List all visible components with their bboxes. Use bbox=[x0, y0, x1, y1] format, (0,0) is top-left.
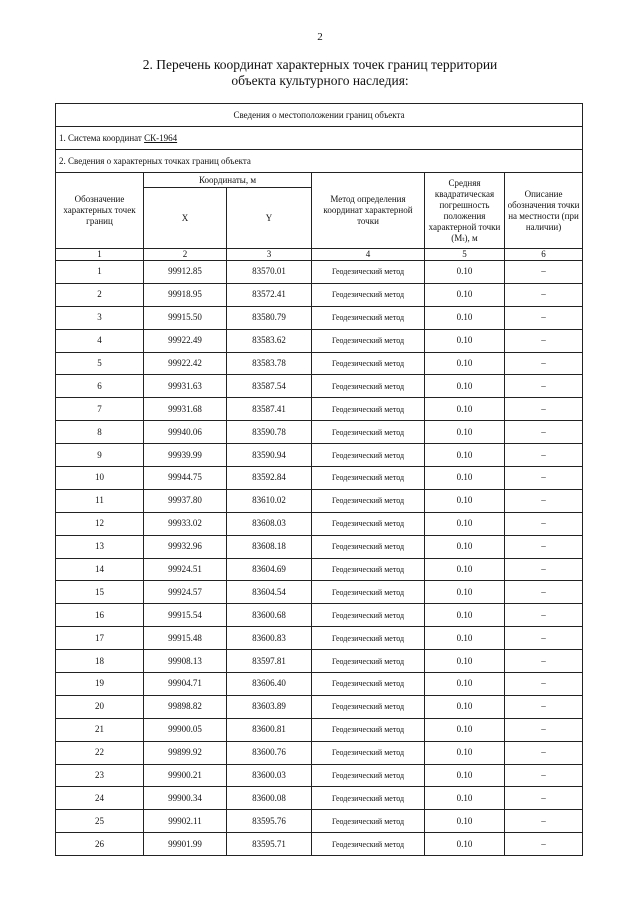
method-cell: Геодезический метод bbox=[312, 741, 425, 764]
error-cell: 0.10 bbox=[425, 604, 505, 627]
point-number-cell: 13 bbox=[56, 535, 144, 558]
table-row bbox=[56, 444, 583, 467]
x-coordinate-cell: 99939.99 bbox=[144, 444, 227, 467]
x-coordinate-cell: 99940.06 bbox=[144, 421, 227, 444]
error-cell: 0.10 bbox=[425, 398, 505, 421]
table-row bbox=[56, 352, 583, 375]
table-row bbox=[56, 467, 583, 490]
page-number: 2 bbox=[317, 31, 323, 43]
y-coordinate-cell: 83590.94 bbox=[227, 444, 312, 467]
method-cell: Геодезический метод bbox=[312, 398, 425, 421]
error-cell: 0.10 bbox=[425, 535, 505, 558]
method-cell: Геодезический метод bbox=[312, 673, 425, 696]
error-cell: 0.10 bbox=[425, 352, 505, 375]
y-coordinate-cell: 83592.84 bbox=[227, 467, 312, 490]
y-coordinate-cell: 83570.01 bbox=[227, 261, 312, 284]
coord-system-label: 1. Система координат bbox=[59, 132, 142, 143]
description-cell: – bbox=[505, 329, 583, 352]
col-header-point: Обозначение характерных точек границ bbox=[56, 173, 144, 249]
x-coordinate-cell: 99937.80 bbox=[144, 489, 227, 512]
col-number: 6 bbox=[505, 249, 583, 261]
section-header: Сведения о местоположении границ объекта bbox=[56, 104, 583, 127]
description-cell: – bbox=[505, 833, 583, 856]
table-row bbox=[56, 810, 583, 833]
x-coordinate-cell: 99898.82 bbox=[144, 695, 227, 718]
point-number-cell: 6 bbox=[56, 375, 144, 398]
method-cell: Геодезический метод bbox=[312, 650, 425, 673]
method-cell: Геодезический метод bbox=[312, 512, 425, 535]
col-header-coords: Координаты, м bbox=[144, 173, 312, 188]
error-cell: 0.10 bbox=[425, 581, 505, 604]
method-cell: Геодезический метод bbox=[312, 283, 425, 306]
table-row bbox=[56, 261, 583, 284]
point-number-cell: 12 bbox=[56, 512, 144, 535]
point-number-cell: 7 bbox=[56, 398, 144, 421]
description-cell: – bbox=[505, 718, 583, 741]
error-cell: 0.10 bbox=[425, 467, 505, 490]
y-coordinate-cell: 83583.78 bbox=[227, 352, 312, 375]
x-coordinate-cell: 99944.75 bbox=[144, 467, 227, 490]
point-number-cell: 15 bbox=[56, 581, 144, 604]
table-row bbox=[56, 627, 583, 650]
col-header-error: Средняя квадратическая погрешность положения характерной точки (Mₜ), м bbox=[425, 173, 505, 249]
method-cell: Геодезический метод bbox=[312, 375, 425, 398]
col-number: 2 bbox=[144, 249, 227, 261]
x-coordinate-cell: 99900.21 bbox=[144, 764, 227, 787]
x-coordinate-cell: 99915.50 bbox=[144, 306, 227, 329]
method-cell: Геодезический метод bbox=[312, 535, 425, 558]
table-row bbox=[56, 764, 583, 787]
table-row bbox=[56, 375, 583, 398]
error-cell: 0.10 bbox=[425, 627, 505, 650]
point-number-cell: 10 bbox=[56, 467, 144, 490]
y-coordinate-cell: 83600.76 bbox=[227, 741, 312, 764]
method-cell: Геодезический метод bbox=[312, 833, 425, 856]
description-cell: – bbox=[505, 764, 583, 787]
point-number-cell: 11 bbox=[56, 489, 144, 512]
table-row bbox=[56, 650, 583, 673]
y-coordinate-cell: 83583.62 bbox=[227, 329, 312, 352]
x-coordinate-cell: 99904.71 bbox=[144, 673, 227, 696]
y-coordinate-cell: 83600.08 bbox=[227, 787, 312, 810]
col-number: 3 bbox=[227, 249, 312, 261]
table-row bbox=[56, 581, 583, 604]
method-cell: Геодезический метод bbox=[312, 810, 425, 833]
table-row bbox=[56, 489, 583, 512]
table-row bbox=[56, 535, 583, 558]
description-cell: – bbox=[505, 558, 583, 581]
y-coordinate-cell: 83580.79 bbox=[227, 306, 312, 329]
point-number-cell: 26 bbox=[56, 833, 144, 856]
y-coordinate-cell: 83587.41 bbox=[227, 398, 312, 421]
method-cell: Геодезический метод bbox=[312, 695, 425, 718]
error-cell: 0.10 bbox=[425, 695, 505, 718]
error-cell: 0.10 bbox=[425, 261, 505, 284]
document-title-line-2: объекта культурного наследия: bbox=[231, 73, 409, 88]
method-cell: Геодезический метод bbox=[312, 444, 425, 467]
point-number-cell: 18 bbox=[56, 650, 144, 673]
y-coordinate-cell: 83608.03 bbox=[227, 512, 312, 535]
point-number-cell: 22 bbox=[56, 741, 144, 764]
method-cell: Геодезический метод bbox=[312, 604, 425, 627]
document-title-line-1: 2. Перечень координат характерных точек границ территории bbox=[142, 57, 498, 72]
table-row bbox=[56, 718, 583, 741]
x-coordinate-cell: 99900.34 bbox=[144, 787, 227, 810]
method-cell: Геодезический метод bbox=[312, 352, 425, 375]
x-coordinate-cell: 99900.05 bbox=[144, 718, 227, 741]
point-number-cell: 25 bbox=[56, 810, 144, 833]
method-cell: Геодезический метод bbox=[312, 421, 425, 444]
col-number: 4 bbox=[312, 249, 425, 261]
x-coordinate-cell: 99915.48 bbox=[144, 627, 227, 650]
description-cell: – bbox=[505, 444, 583, 467]
error-cell: 0.10 bbox=[425, 512, 505, 535]
y-coordinate-cell: 83597.81 bbox=[227, 650, 312, 673]
point-number-cell: 4 bbox=[56, 329, 144, 352]
coordinates-table bbox=[55, 103, 583, 856]
point-number-cell: 16 bbox=[56, 604, 144, 627]
point-number-cell: 20 bbox=[56, 695, 144, 718]
table-row bbox=[56, 329, 583, 352]
x-coordinate-cell: 99915.54 bbox=[144, 604, 227, 627]
description-cell: – bbox=[505, 512, 583, 535]
method-cell: Геодезический метод bbox=[312, 261, 425, 284]
x-coordinate-cell: 99931.68 bbox=[144, 398, 227, 421]
x-coordinate-cell: 99924.51 bbox=[144, 558, 227, 581]
y-coordinate-cell: 83610.02 bbox=[227, 489, 312, 512]
error-cell: 0.10 bbox=[425, 283, 505, 306]
table-row bbox=[56, 695, 583, 718]
error-cell: 0.10 bbox=[425, 306, 505, 329]
error-cell: 0.10 bbox=[425, 489, 505, 512]
y-coordinate-cell: 83608.18 bbox=[227, 535, 312, 558]
point-number-cell: 24 bbox=[56, 787, 144, 810]
point-number-cell: 21 bbox=[56, 718, 144, 741]
error-cell: 0.10 bbox=[425, 833, 505, 856]
y-coordinate-cell: 83600.68 bbox=[227, 604, 312, 627]
description-cell: – bbox=[505, 627, 583, 650]
x-coordinate-cell: 99933.02 bbox=[144, 512, 227, 535]
method-cell: Геодезический метод bbox=[312, 558, 425, 581]
description-cell: – bbox=[505, 306, 583, 329]
description-cell: – bbox=[505, 283, 583, 306]
description-cell: – bbox=[505, 581, 583, 604]
error-cell: 0.10 bbox=[425, 329, 505, 352]
x-coordinate-cell: 99901.99 bbox=[144, 833, 227, 856]
x-coordinate-cell: 99912.85 bbox=[144, 261, 227, 284]
x-coordinate-cell: 99908.13 bbox=[144, 650, 227, 673]
document-title bbox=[95, 57, 545, 89]
error-cell: 0.10 bbox=[425, 375, 505, 398]
coord-system-row bbox=[56, 127, 583, 150]
description-cell: – bbox=[505, 741, 583, 764]
method-cell: Геодезический метод bbox=[312, 306, 425, 329]
error-cell: 0.10 bbox=[425, 741, 505, 764]
table-row bbox=[56, 306, 583, 329]
x-coordinate-cell: 99924.57 bbox=[144, 581, 227, 604]
point-number-cell: 19 bbox=[56, 673, 144, 696]
y-coordinate-cell: 83572.41 bbox=[227, 283, 312, 306]
x-coordinate-cell: 99922.42 bbox=[144, 352, 227, 375]
x-coordinate-cell: 99922.49 bbox=[144, 329, 227, 352]
x-coordinate-cell: 99932.96 bbox=[144, 535, 227, 558]
y-coordinate-cell: 83606.40 bbox=[227, 673, 312, 696]
method-cell: Геодезический метод bbox=[312, 467, 425, 490]
description-cell: – bbox=[505, 467, 583, 490]
y-coordinate-cell: 83587.54 bbox=[227, 375, 312, 398]
coord-system-value: СК-1964 bbox=[144, 132, 178, 143]
point-number-cell: 17 bbox=[56, 627, 144, 650]
point-number-cell: 2 bbox=[56, 283, 144, 306]
table-row bbox=[56, 421, 583, 444]
y-coordinate-cell: 83604.69 bbox=[227, 558, 312, 581]
point-number-cell: 14 bbox=[56, 558, 144, 581]
x-coordinate-cell: 99899.92 bbox=[144, 741, 227, 764]
description-cell: – bbox=[505, 787, 583, 810]
method-cell: Геодезический метод bbox=[312, 764, 425, 787]
point-number-cell: 5 bbox=[56, 352, 144, 375]
y-coordinate-cell: 83600.03 bbox=[227, 764, 312, 787]
table-row bbox=[56, 512, 583, 535]
y-coordinate-cell: 83600.81 bbox=[227, 718, 312, 741]
error-cell: 0.10 bbox=[425, 787, 505, 810]
error-cell: 0.10 bbox=[425, 421, 505, 444]
description-cell: – bbox=[505, 398, 583, 421]
table-row bbox=[56, 833, 583, 856]
point-number-cell: 9 bbox=[56, 444, 144, 467]
description-cell: – bbox=[505, 650, 583, 673]
description-cell: – bbox=[505, 535, 583, 558]
y-coordinate-cell: 83603.89 bbox=[227, 695, 312, 718]
method-cell: Геодезический метод bbox=[312, 627, 425, 650]
y-coordinate-cell: 83595.76 bbox=[227, 810, 312, 833]
method-cell: Геодезический метод bbox=[312, 718, 425, 741]
description-cell: – bbox=[505, 673, 583, 696]
description-cell: – bbox=[505, 489, 583, 512]
table-row bbox=[56, 558, 583, 581]
description-cell: – bbox=[505, 352, 583, 375]
description-cell: – bbox=[505, 810, 583, 833]
y-coordinate-cell: 83600.83 bbox=[227, 627, 312, 650]
error-cell: 0.10 bbox=[425, 558, 505, 581]
point-number-cell: 23 bbox=[56, 764, 144, 787]
point-number-cell: 1 bbox=[56, 261, 144, 284]
y-coordinate-cell: 83595.71 bbox=[227, 833, 312, 856]
description-cell: – bbox=[505, 604, 583, 627]
col-header-y: Y bbox=[227, 188, 312, 249]
x-coordinate-cell: 99902.11 bbox=[144, 810, 227, 833]
table-body bbox=[56, 261, 583, 856]
table-row bbox=[56, 787, 583, 810]
method-cell: Геодезический метод bbox=[312, 489, 425, 512]
table-row bbox=[56, 604, 583, 627]
col-number: 5 bbox=[425, 249, 505, 261]
col-number: 1 bbox=[56, 249, 144, 261]
error-cell: 0.10 bbox=[425, 673, 505, 696]
col-header-description: Описание обозначения точки на местности (при наличии) bbox=[505, 173, 583, 249]
method-cell: Геодезический метод bbox=[312, 329, 425, 352]
error-cell: 0.10 bbox=[425, 764, 505, 787]
description-cell: – bbox=[505, 421, 583, 444]
method-cell: Геодезический метод bbox=[312, 787, 425, 810]
error-cell: 0.10 bbox=[425, 810, 505, 833]
point-number-cell: 3 bbox=[56, 306, 144, 329]
description-cell: – bbox=[505, 261, 583, 284]
x-coordinate-cell: 99918.95 bbox=[144, 283, 227, 306]
description-cell: – bbox=[505, 695, 583, 718]
x-coordinate-cell: 99931.63 bbox=[144, 375, 227, 398]
table-row bbox=[56, 283, 583, 306]
error-cell: 0.10 bbox=[425, 444, 505, 467]
description-cell: – bbox=[505, 375, 583, 398]
points-header: 2. Сведения о характерных точках границ объекта bbox=[56, 150, 583, 173]
y-coordinate-cell: 83604.54 bbox=[227, 581, 312, 604]
table-row bbox=[56, 741, 583, 764]
y-coordinate-cell: 83590.78 bbox=[227, 421, 312, 444]
table-row bbox=[56, 673, 583, 696]
col-header-method: Метод определения координат характерной точки bbox=[312, 173, 425, 249]
error-cell: 0.10 bbox=[425, 718, 505, 741]
col-header-x: X bbox=[144, 188, 227, 249]
method-cell: Геодезический метод bbox=[312, 581, 425, 604]
point-number-cell: 8 bbox=[56, 421, 144, 444]
error-cell: 0.10 bbox=[425, 650, 505, 673]
table-row bbox=[56, 398, 583, 421]
